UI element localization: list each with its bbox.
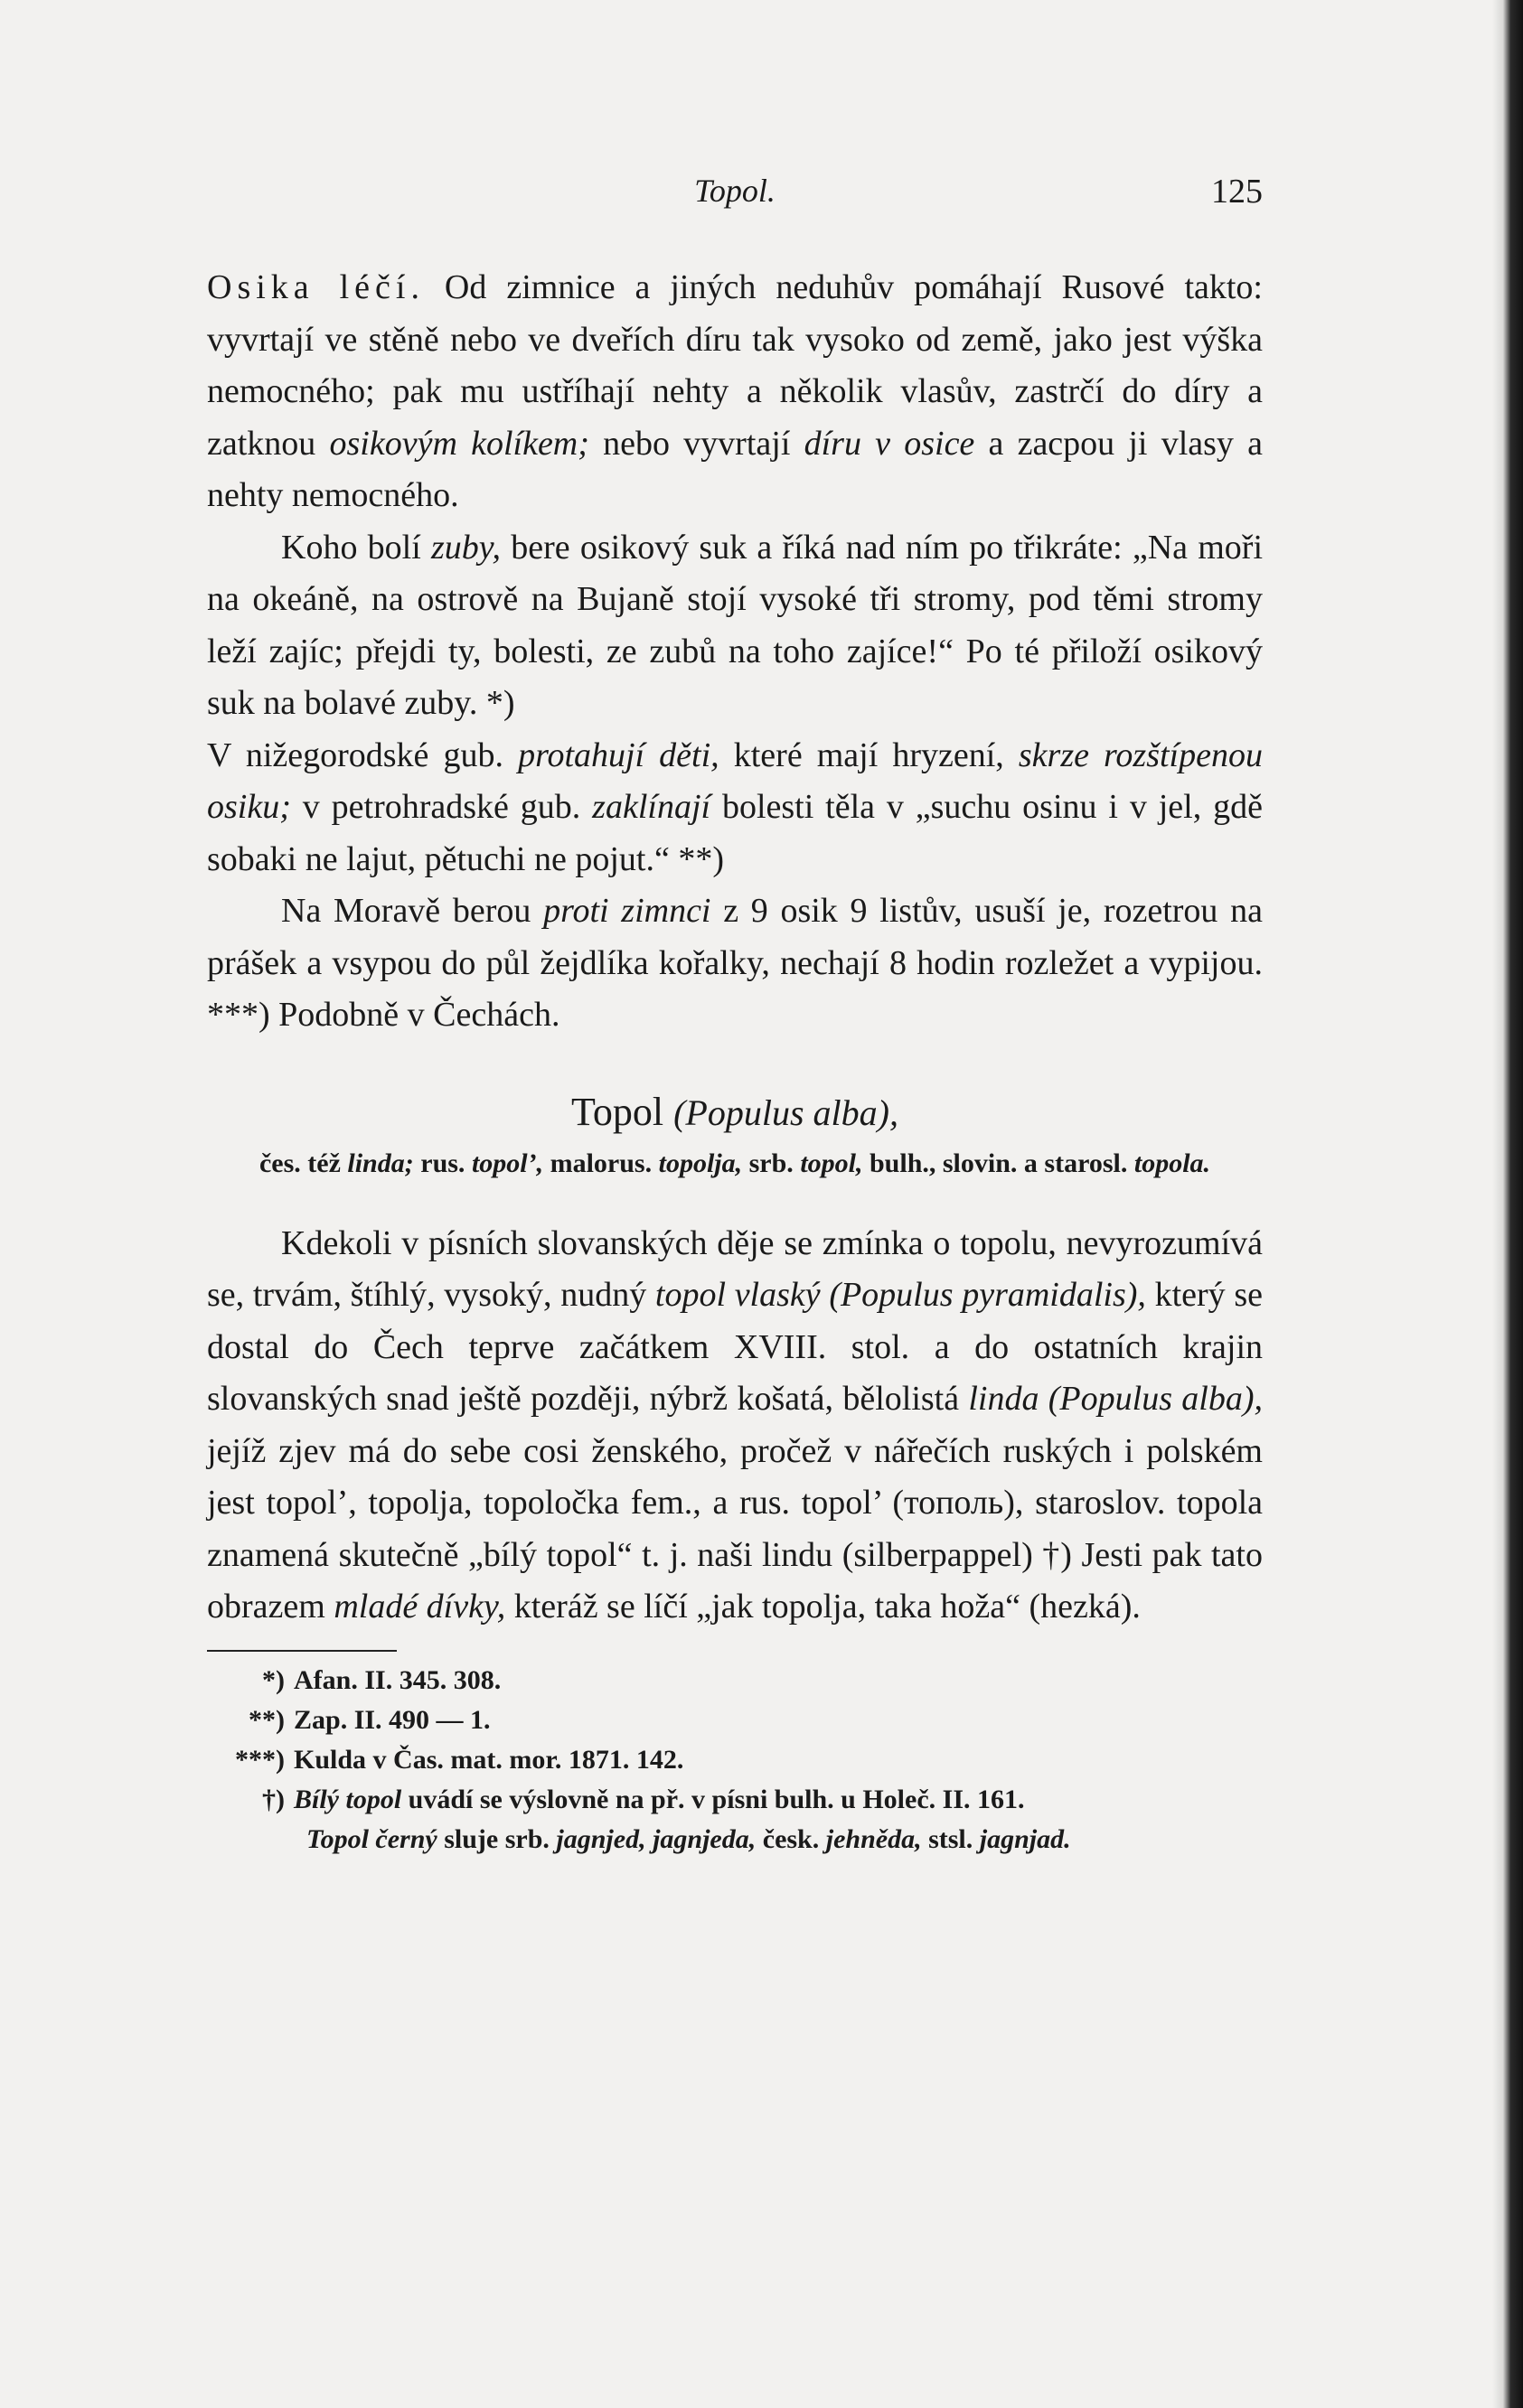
footnote-text: Afan. II. 345. 308. (294, 1664, 502, 1695)
footnotes (207, 1661, 1263, 1860)
text-run: bere osikový suk a říká nad ním po třikráte: „Na moři na okeáně, na ostrově na Bujaně stojí vysoké tři stromy, pod těmi stromy leží zajíc; přejdi ty, bolesti, ze zubů na toho zajíce!“ Po té přiloží osikový suk na bolavé zuby. *) (207, 528, 1263, 722)
footnote-text: Kulda v Čas. mat. mor. 1871. 142. (294, 1744, 684, 1775)
text-run: Koho bolí (281, 528, 431, 567)
footnote-mark: ***) (235, 1744, 285, 1775)
italic-run: topol’, (471, 1148, 544, 1178)
text-run: a zacpou ji vlasy a nehty nemocného. (207, 424, 1263, 514)
text-run: který se dostal do Čech teprve začátkem XVIII. stol. a do ostatních krajin slovanských snad ještě později, nýbrž košatá, bělolistá (207, 1276, 1264, 1418)
footnote-2 (207, 1701, 1263, 1740)
page-edge-shadow (1492, 0, 1523, 2408)
italic-run: protahují děti, (518, 736, 719, 774)
footnote-rule (207, 1650, 397, 1652)
paragraph-osika (207, 262, 1263, 522)
spaced-lead: Osika léčí. (207, 268, 425, 306)
italic-run: jehněda, (825, 1823, 922, 1854)
italic-run: topolja, (658, 1148, 743, 1178)
text-run: bulh., slovin. a starosl. (862, 1148, 1134, 1178)
section-heading (207, 1089, 1263, 1135)
text-run: čes. též (259, 1148, 348, 1178)
text-run: sluje srb. (437, 1823, 557, 1854)
italic-run: linda; (347, 1148, 414, 1178)
footnote-4 (207, 1780, 1263, 1820)
paragraph-nizegorodske (207, 730, 1263, 886)
text-run: V nižegorodské gub. (207, 736, 519, 774)
italic-run: linda (Populus alba), (968, 1380, 1263, 1418)
italic-run: jagnjad. (979, 1823, 1071, 1854)
italic-run: mladé dívky, (334, 1588, 506, 1626)
page-number: 125 (1211, 173, 1263, 211)
section-latin: (Populus alba), (673, 1092, 898, 1133)
text-run: které mají hryzení, (719, 736, 1019, 774)
text-run: rus. (413, 1148, 472, 1178)
text-run: srb. (742, 1148, 801, 1178)
italic-run: Topol černý (306, 1823, 437, 1854)
footnote-1 (207, 1661, 1263, 1701)
book-page (207, 172, 1263, 1860)
running-title: Topol. (694, 173, 776, 209)
footnote-mark: †) (262, 1784, 285, 1814)
italic-run: topola. (1133, 1148, 1211, 1178)
italic-run: topol, (800, 1148, 863, 1178)
page-header (207, 172, 1263, 226)
italic-run: proti zimnci (543, 892, 711, 930)
paragraph-kdekoli (207, 1218, 1263, 1634)
text-run: stsl. (921, 1823, 980, 1854)
footnote-4-continued (207, 1820, 1263, 1860)
text-run: nebo vyvrtají (588, 424, 804, 463)
text-run: Kdekoli v písních slovanských děje se zmínka o topolu, nevyrozumívá se, trvám, štíhlý, vysoký, nudný (207, 1223, 1263, 1314)
text-run: v petrohradské gub. (290, 788, 593, 826)
italic-run: Bílý topol (294, 1784, 402, 1814)
footnote-mark: **) (249, 1704, 285, 1735)
italic-run: osikovým kolíkem; (329, 424, 589, 463)
footnote-mark: *) (262, 1664, 285, 1695)
text-run: malorus. (543, 1148, 659, 1178)
text-run: Od zimnice a jiných neduhův pomáhají Rusové takto: vyvrtají ve stěně nebo ve dveřích díru tak vysoko od země, jako jest výška nemocného; pak mu ustříhají nehty a několik vlasův, zastrčí do díry a zatknou (207, 268, 1263, 463)
text-run: jejíž zjev má do sebe cosi ženského, pročež v nářečích ruských i polském jest topol’, topolja, topoločka fem., a rus. topol’ (тополь), staroslov. topola znamená skutečně „bílý topol“ t. j. naši lindu (silberpappel) †) Jesti pak tato obrazem (207, 1431, 1263, 1626)
italic-run: zaklínají (592, 788, 711, 826)
paragraph-morava (207, 885, 1263, 1042)
text-run: uvádí se výslovně na př. v písni bulh. u Holeč. II. 161. (401, 1784, 1025, 1814)
italic-run: díru v osice (804, 424, 975, 463)
paragraph-zuby (207, 522, 1263, 730)
text-run: česk. (756, 1823, 826, 1854)
italic-run: topol vlaský (Populus pyramidalis), (654, 1276, 1146, 1314)
text-run: z 9 osik 9 listův, usuší je, rozetrou na prášek a vsypou do půl žejdlíka kořalky, nechají 8 hodin rozležet a vypijou. ***) Podobně v Čechách. (207, 892, 1263, 1034)
footnote-text: Zap. II. 490 — 1. (294, 1704, 491, 1735)
section-title: Topol (571, 1089, 664, 1134)
text-run: Na Moravě berou (281, 892, 544, 930)
italic-run: zuby, (430, 528, 502, 567)
section-names (207, 1144, 1263, 1184)
footnote-3 (207, 1740, 1263, 1780)
text-run: bolesti těla v „suchu osinu i v jel, gdě sobaki ne lajut, pětuchi ne pojut.“ **) (207, 788, 1263, 878)
italic-run: jagnjed, jagnjeda, (556, 1823, 757, 1854)
text-run: kteráž se líčí „jak topolja, taka hoža“ (hezká). (505, 1588, 1141, 1626)
italic-run: skrze rozštípenou osiku; (207, 736, 1263, 826)
main-text (207, 262, 1263, 1634)
